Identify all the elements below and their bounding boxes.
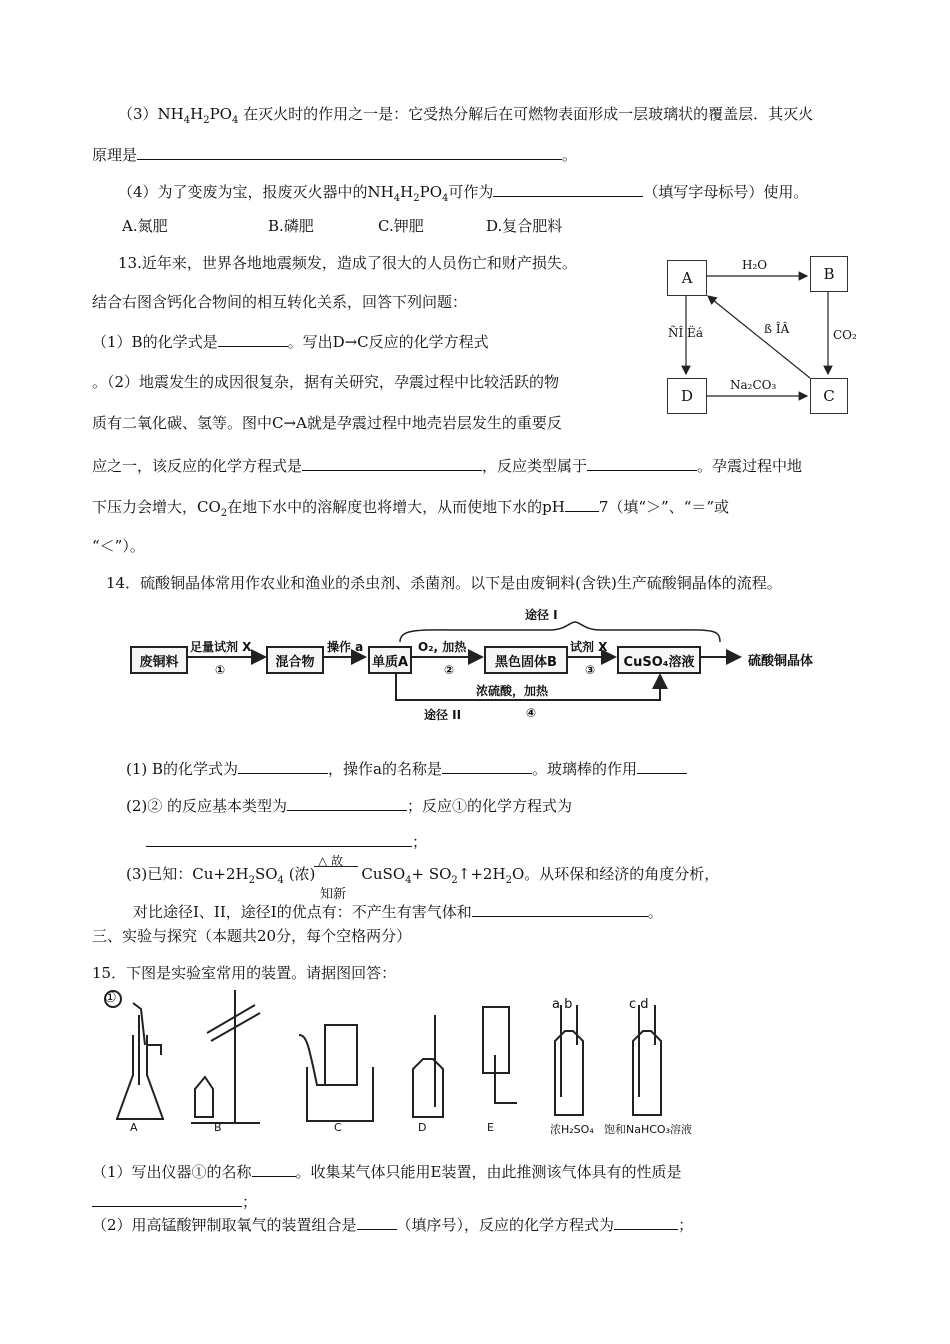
answer-blank[interactable] — [565, 495, 599, 512]
q14-intro: 14．硫酸铜晶体常用作农业和渔业的杀虫剂、杀菌剂。以下是由废铜料(含铁)生产硫酸铜晶体的流程。 — [106, 574, 782, 592]
q15-intro: 15．下图是实验室常用的装置。请据图回答： — [92, 964, 397, 982]
flow-label-conc-h2so4: 浓硫酸，加热 — [476, 684, 549, 698]
flow-box-cuso4-solution: CuSO₄溶液 — [617, 646, 701, 674]
q13-line8: “＜”）。 — [92, 537, 145, 555]
flow-label-reagent-x: 足量试剂 X — [190, 640, 252, 654]
answer-blank[interactable] — [92, 1190, 242, 1207]
q13-line1: 13.近年来，世界各地地震频发，造成了很大的人员伤亡和财产损失。 — [118, 254, 577, 272]
answer-blank[interactable] — [472, 900, 648, 917]
apparatus-a-label: A — [130, 1121, 138, 1134]
node-d: D — [667, 378, 707, 414]
label-na2co3: Na₂CO₃ — [730, 378, 777, 392]
q15-sub2: （2）用高锰酸钾制取氧气的装置组合是 （填序号），反应的化学方程式为 ； — [92, 1213, 693, 1235]
node-b: B — [810, 256, 848, 292]
q14-sub2: (2)② 的反应基本类型为 ；反应①的化学方程式为 — [126, 794, 572, 816]
flow-step-4: ④ — [526, 706, 537, 720]
answer-blank[interactable] — [218, 330, 288, 347]
answer-blank[interactable] — [637, 757, 687, 774]
instrument-marker: ① — [104, 990, 117, 1006]
q14-sub3: (3)已知：$Cu+2H_2SO_4$ (浓) CuSO$_4$+ $SO_2↑+2H_2O$。从环保和经济的角度分析， — [126, 865, 720, 886]
flow-step-1: ① — [215, 663, 226, 677]
reaction-arrow-line — [314, 866, 358, 867]
q15-sub1-line2: ； — [92, 1190, 257, 1212]
bottle-2-ports: c d — [629, 997, 649, 1012]
answer-blank[interactable] — [442, 757, 532, 774]
answer-blank[interactable] — [357, 1213, 397, 1230]
route-1-label: 途径 I — [525, 608, 558, 622]
answer-blank[interactable] — [146, 830, 412, 847]
flow-box-scrap-copper: 废铜料 — [130, 646, 188, 674]
route-2-label: 途径 II — [424, 708, 462, 722]
answer-blank[interactable] — [287, 794, 407, 811]
q13-line7: 下压力会增大，$CO_2$在地下水中的溶解度也将增大，从而使地下水的pH 7（填“＞”、“＝”或 — [92, 495, 729, 524]
answer-blank[interactable] — [587, 454, 697, 471]
answer-blank[interactable] — [137, 143, 562, 160]
q13-line3: （1）B的化学式是 。写出D→C反应的化学方程式 — [92, 330, 489, 352]
q14-sub3-line2: 对比途径I、II，途径I的优点有：不产生有害气体和 。 — [133, 900, 663, 922]
flow-box-element-a: 单质A — [368, 646, 412, 674]
answer-blank[interactable] — [493, 180, 643, 197]
q12-option-d: D.复合肥料 — [486, 217, 563, 235]
flow-product: 硫酸铜晶体 — [748, 654, 814, 669]
apparatus-d-label: D — [418, 1121, 427, 1134]
q12-option-b: B.磷肥 — [268, 217, 314, 235]
bottle-2-label: 饱和NaHCO₃溶液 — [604, 1123, 692, 1136]
bottle-1-ports: a b — [552, 997, 573, 1012]
q12-option-a: A.氮肥 — [122, 217, 168, 235]
answer-blank[interactable] — [302, 454, 482, 471]
q12-option-c: C.钾肥 — [378, 217, 424, 235]
bottle-1-label: 浓H₂SO₄ — [550, 1123, 594, 1136]
flow-label-reagent-x2: 试剂 X — [570, 640, 608, 654]
q13-line4: 。（2）地震发生的成因很复杂，据有关研究，孕震过程中比较活跃的物 — [92, 373, 560, 391]
q14-sub1: (1) B的化学式为 ，操作a的名称是 。玻璃棒的作用 — [126, 757, 687, 779]
label-h2o: H₂O — [742, 258, 768, 272]
q13-line2: 结合右图含钙化合物间的相互转化关系，回答下列问题： — [92, 293, 468, 311]
q14-sub2-line2: ； — [146, 830, 427, 852]
q12-part4: （4）为了变废为宝，报废灭火器中的$NH_4H_2PO_4$可作为 （填写字母标号）使用。 — [118, 180, 808, 209]
q12-part3-line1: $(3)NH_4H_2PO_4$ 在灭火时的作用之一是：它受热分解后在可燃物表面形成一层玻璃状的覆盖层．其灭火 — [118, 105, 814, 126]
flow-box-black-solid-b: 黑色固体B — [484, 646, 568, 674]
section-3-heading: 三、实验与探究（本题共20分，每个空格两分） — [92, 927, 412, 945]
node-a: A — [667, 260, 707, 296]
flow-box-mixture: 混合物 — [266, 646, 324, 674]
apparatus-c-label: C — [334, 1121, 342, 1134]
flow-label-o2-heat: O₂, 加热 — [418, 640, 467, 654]
flow-step-3: ③ — [585, 663, 596, 677]
apparatus-b-label: B — [214, 1121, 222, 1134]
answer-blank[interactable] — [614, 1213, 678, 1230]
label-diag: ß ÎÂ — [764, 322, 790, 336]
apparatus-e-label: E — [487, 1121, 494, 1134]
label-co2: CO₂ — [833, 328, 857, 342]
flow-step-2: ② — [444, 663, 455, 677]
answer-blank[interactable] — [238, 757, 328, 774]
node-c: C — [810, 378, 848, 414]
q13-line5: 质有二氧化碳、氢等。图中C→A就是孕震过程中地壳岩层发生的重要反 — [92, 414, 562, 432]
flow-label-operation-a: 操作 a — [327, 640, 364, 654]
q13-line6: 应之一，该反应的化学方程式是 ，反应类型属于 。孕震过程中地 — [92, 454, 802, 476]
q12-part3-line2: 原理是 。 — [92, 143, 577, 165]
q15-sub1: （1）写出仪器①的名称 。收集某气体只能用E装置，由此推测该气体具有的性质是 — [92, 1160, 682, 1182]
reaction-under-text: 知新 — [320, 887, 347, 902]
reaction-condition: △ 故 — [318, 854, 344, 868]
answer-blank[interactable] — [252, 1160, 296, 1177]
label-left: ÑÎ Ëá — [668, 326, 703, 340]
